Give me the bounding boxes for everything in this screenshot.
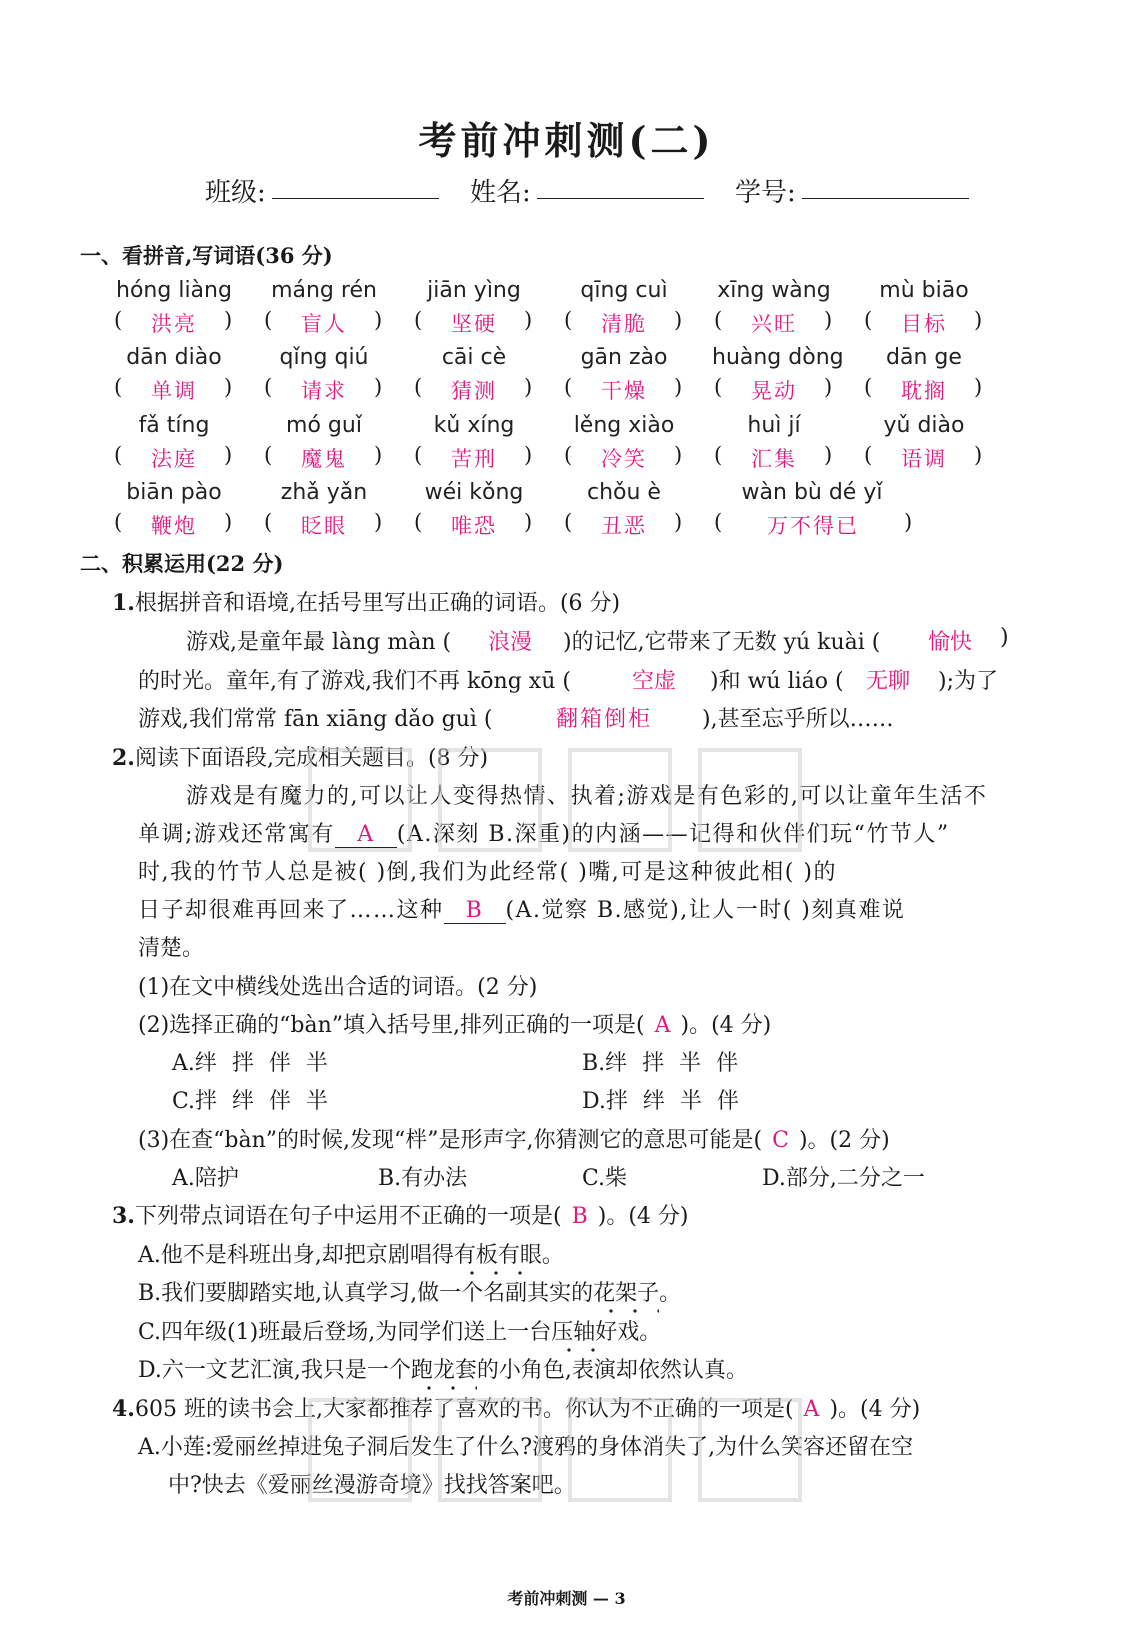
pinyin-r2-c6: dān ge	[886, 345, 962, 370]
answer-r4-c1: 鞭炮	[151, 514, 197, 538]
answer-r1-c1: 洪亮	[151, 312, 197, 336]
q2-passage-line5: 清楚。	[138, 936, 205, 961]
paren-right: )	[374, 510, 383, 534]
paren-right: )	[824, 443, 833, 467]
answer-r4-c2: 眨眼	[301, 514, 347, 538]
q1-line3-a: 游戏,我们常常 fān xiāng dǎo guì (	[138, 707, 493, 732]
pinyin-r4-c5: wàn bù dé yǐ	[741, 480, 883, 505]
pinyin-r4-c4: chǒu è	[587, 480, 661, 505]
paren-right: )	[524, 375, 533, 399]
pinyin-r2-c5: huàng dòng	[712, 345, 844, 370]
pinyin-r4-c3: wéi kǒng	[424, 480, 524, 505]
q2-p4-a: 日子却很难再回来了……这种	[138, 898, 444, 923]
paren-right: )	[974, 308, 983, 332]
answer-r3-c6: 语调	[901, 447, 947, 471]
answer-r4-c4: 丑恶	[601, 514, 647, 538]
q3-a-pre: A.他不是科班出身,却把京剧唱得	[138, 1243, 454, 1268]
pinyin-r4-c1: biān pào	[126, 480, 222, 505]
answer-r2-c5: 晃动	[751, 379, 797, 403]
paren-left: (	[114, 308, 123, 332]
q3-stem	[112, 1199, 688, 1230]
q2-option-c: C.拌 绊 伴 半	[172, 1089, 329, 1114]
q1-line1-c: )	[1000, 625, 1009, 650]
pinyin-r3-c2: mó guǐ	[286, 413, 362, 438]
paren-left: (	[114, 443, 123, 467]
q4-text-a: 605 班的读书会上,大家都推荐了喜欢的书。你认为不正确的一项是(	[134, 1397, 794, 1422]
paren-left: (	[564, 443, 573, 467]
pinyin-r1-c2: máng rén	[271, 278, 377, 303]
paren-left: (	[864, 443, 873, 467]
q2-sub3-b: )。(2 分)	[798, 1128, 890, 1153]
pinyin-r2-c4: gān zào	[580, 345, 668, 370]
answer-r1-c5: 兴旺	[751, 312, 797, 336]
answer-r2-c6: 耽搁	[901, 379, 947, 403]
paren-right: )	[674, 308, 683, 332]
q3-option-c	[138, 1315, 661, 1346]
q3-c-post: 好戏。	[595, 1320, 662, 1345]
paren-right: )	[824, 375, 833, 399]
section2-heading: 二、积累运用(22 分)	[80, 551, 284, 576]
q3-d-pre: D.六一文艺汇演,我只是一个	[138, 1358, 411, 1383]
pinyin-r1-c3: jiān yìng	[427, 278, 521, 303]
q2-passage-line1: 游戏是有魔力的,可以让人变得热情、执着;游戏是有色彩的,可以让童年生活不	[186, 784, 988, 809]
q1-answer-2: 愉快	[928, 630, 973, 655]
paren-right: )	[674, 510, 683, 534]
paren-left: (	[414, 443, 423, 467]
pinyin-r2-c2: qǐng qiú	[279, 345, 369, 370]
q4-number: 4.	[112, 1396, 135, 1422]
paren-left: (	[264, 308, 273, 332]
q3-a-post: 。	[541, 1243, 564, 1268]
paren-right: )	[224, 510, 233, 534]
q2-blank-2: B	[444, 898, 506, 924]
paren-left: (	[564, 375, 573, 399]
q2-option-a: A.绊 拌 伴 半	[172, 1051, 328, 1076]
answer-r2-c3: 猜测	[451, 379, 497, 403]
name-label: 姓名:	[470, 178, 531, 208]
q4-option-a-line2: 中?快去《爱丽丝漫游奇境》找找答案吧。	[168, 1473, 576, 1498]
answer-r3-c3: 苦刑	[451, 447, 497, 471]
paren-right: )	[824, 308, 833, 332]
page-title: 考前冲刺测(二)	[418, 118, 715, 163]
q2-blank-1: A	[335, 822, 397, 848]
paren-left: (	[414, 375, 423, 399]
q3-b-post: 。	[659, 1281, 682, 1306]
watermark-bottom	[300, 1380, 820, 1549]
q1-line1-b: )的记忆,它带来了无数 yú kuài (	[563, 630, 881, 655]
name-field[interactable]	[537, 198, 704, 199]
paren-right: )	[904, 510, 913, 534]
q3-c-dotted-word: 压轴	[551, 1320, 595, 1353]
answer-r4-c5: 万不得已	[767, 514, 859, 538]
paren-left: (	[864, 308, 873, 332]
q2-p2-a: 单调;游戏还常寓有	[138, 822, 335, 847]
q3-answer: B	[571, 1204, 588, 1229]
pinyin-r1-c4: qīng cuì	[580, 278, 668, 303]
paren-left: (	[714, 308, 723, 332]
paren-left: (	[264, 375, 273, 399]
id-label: 学号:	[735, 178, 796, 208]
paren-right: )	[524, 510, 533, 534]
paren-right: )	[374, 443, 383, 467]
paren-right: )	[374, 308, 383, 332]
q1-line2-c: );为了	[938, 669, 998, 694]
paren-right: )	[524, 443, 533, 467]
q2-sub3	[138, 1123, 890, 1154]
q3-b-dotted-word: 花架子	[593, 1281, 659, 1314]
q2-sub2-answer: A	[654, 1013, 671, 1038]
paren-right: )	[974, 375, 983, 399]
paren-right: )	[524, 308, 533, 332]
q2-sub2	[138, 1008, 771, 1039]
class-field[interactable]	[272, 198, 439, 199]
answer-r4-c3: 唯恐	[451, 514, 497, 538]
class-label: 班级:	[205, 178, 266, 208]
q2-passage-line3: 时,我的竹节人总是被( )倒,我们为此经常( )嘴,可是这种彼此相( )的	[138, 860, 837, 885]
q2-option-d: D.拌 绊 半 伴	[582, 1089, 739, 1114]
id-field[interactable]	[802, 198, 969, 199]
answer-r1-c3: 坚硬	[451, 312, 497, 336]
q2-sub3-option-a: A.陪护	[172, 1166, 239, 1191]
answer-r3-c5: 汇集	[751, 447, 797, 471]
q3-option-b	[138, 1276, 681, 1307]
q2-sub2-a: (2)选择正确的“bàn”填入括号里,排列正确的一项是(	[138, 1013, 645, 1038]
q2-sub1: (1)在文中横线处选出合适的词语。(2 分)	[138, 975, 538, 1000]
paren-left: (	[864, 375, 873, 399]
pinyin-r1-c1: hóng liàng	[116, 278, 232, 303]
paren-left: (	[114, 375, 123, 399]
q2-text: 阅读下面语段,完成相关题目。(8 分)	[134, 746, 489, 771]
pinyin-r1-c5: xīng wàng	[717, 278, 831, 303]
paren-right: )	[224, 308, 233, 332]
q1-line2-a: 的时光。童年,有了游戏,我们不再 kōng xū (	[138, 669, 571, 694]
q4-text-b: )。(4 分)	[829, 1397, 921, 1422]
q2-sub3-a: (3)在查“bàn”的时候,发现“柈”是形声字,你猜测它的意思可能是(	[138, 1128, 763, 1153]
q1-line1-a: 游戏,是童年最 làng màn (	[186, 630, 452, 655]
q1-number: 1.	[112, 590, 135, 616]
paren-right: )	[374, 375, 383, 399]
pinyin-r2-c3: cāi cè	[441, 345, 507, 370]
answer-r3-c1: 法庭	[151, 447, 197, 471]
answer-r3-c4: 冷笑	[601, 447, 647, 471]
pinyin-r3-c1: fǎ tíng	[138, 413, 210, 438]
q4-answer: A	[803, 1397, 820, 1422]
q1-text: 根据拼音和语境,在括号里写出正确的词语。(6 分)	[134, 591, 621, 616]
pinyin-r2-c1: dān diào	[126, 345, 222, 370]
page-footer: 考前冲刺测 — 3	[507, 1589, 626, 1608]
q3-d-dotted-word: 跑龙套	[411, 1358, 477, 1391]
q3-option-a	[138, 1238, 564, 1269]
q1-line2-b: )和 wú liáo (	[710, 669, 844, 694]
q2-sub2-b: )。(4 分)	[680, 1013, 772, 1038]
answer-r2-c2: 请求	[301, 379, 347, 403]
q2-sub3-option-c: C.柴	[582, 1166, 628, 1191]
q4-option-a-line1: A.小莲:爱丽丝掉进兔子洞后发生了什么?渡鸦的身体消失了,为什么笑容还留在空	[138, 1435, 914, 1460]
paren-left: (	[414, 510, 423, 534]
watermark-shape-icon	[300, 730, 820, 870]
watermark-top	[300, 730, 820, 899]
paren-right: )	[674, 375, 683, 399]
q3-c-pre: C.四年级(1)班最后登场,为同学们送上一台	[138, 1320, 552, 1345]
paren-right: )	[224, 443, 233, 467]
pinyin-r4-c2: zhǎ yǎn	[280, 480, 368, 505]
q3-text-a: 下列带点词语在句子中运用不正确的一项是(	[134, 1204, 562, 1229]
paren-left: (	[714, 375, 723, 399]
q2-sub3-option-b: B.有办法	[378, 1166, 468, 1191]
answer-r1-c4: 清脆	[601, 312, 647, 336]
paren-left: (	[264, 510, 273, 534]
paren-left: (	[564, 510, 573, 534]
answer-r3-c2: 魔鬼	[301, 447, 347, 471]
answer-r2-c4: 干燥	[601, 379, 647, 403]
q3-a-dotted-word: 有板有眼	[454, 1243, 542, 1276]
section1-heading: 一、看拼音,写词语(36 分)	[80, 243, 333, 268]
q1-answer-3: 空虚	[632, 669, 677, 694]
answer-r1-c6: 目标	[901, 312, 947, 336]
paren-left: (	[264, 443, 273, 467]
pinyin-r3-c3: kǔ xíng	[433, 413, 515, 438]
pinyin-r1-c6: mù biāo	[879, 278, 969, 303]
q3-text-b: )。(4 分)	[597, 1204, 689, 1229]
q1-answer-4: 无聊	[866, 669, 911, 694]
q1-stem	[112, 586, 620, 617]
answer-r2-c1: 单调	[151, 379, 197, 403]
q2-number: 2.	[112, 745, 135, 771]
q2-p2-b: (A.深刻 B.深重)的内涵——记得和伙伴们玩“竹节人”	[396, 822, 950, 847]
paren-left: (	[564, 308, 573, 332]
pinyin-r3-c5: huì jí	[747, 413, 801, 438]
q2-option-b: B.绊 拌 半 伴	[582, 1051, 739, 1076]
paren-left: (	[714, 443, 723, 467]
q2-p4-b: (A.觉察 B.感觉),让人一时( )刻真难说	[505, 898, 906, 923]
paren-left: (	[714, 510, 723, 534]
q3-number: 3.	[112, 1203, 135, 1229]
paren-right: )	[674, 443, 683, 467]
q1-answer-1: 浪漫	[488, 630, 533, 655]
pinyin-r3-c4: lěng xiào	[573, 413, 675, 438]
answer-r1-c2: 盲人	[301, 312, 347, 336]
q1-line3-b: ),甚至忘乎所以……	[702, 707, 894, 732]
q2-sub3-answer: C	[772, 1128, 789, 1153]
pinyin-r3-c6: yǔ diào	[883, 413, 965, 438]
q2-sub3-option-d: D.部分,二分之一	[762, 1166, 925, 1191]
q3-b-pre: B.我们要脚踏实地,认真学习,做一个名副其实的	[138, 1281, 594, 1306]
watermark-shape-icon-2	[300, 1380, 820, 1520]
q3-d-post: 的小角色,表演却依然认真。	[476, 1358, 748, 1383]
paren-right: )	[974, 443, 983, 467]
paren-left: (	[414, 308, 423, 332]
q1-answer-5: 翻箱倒柜	[556, 707, 653, 732]
paren-left: (	[114, 510, 123, 534]
paren-right: )	[224, 375, 233, 399]
